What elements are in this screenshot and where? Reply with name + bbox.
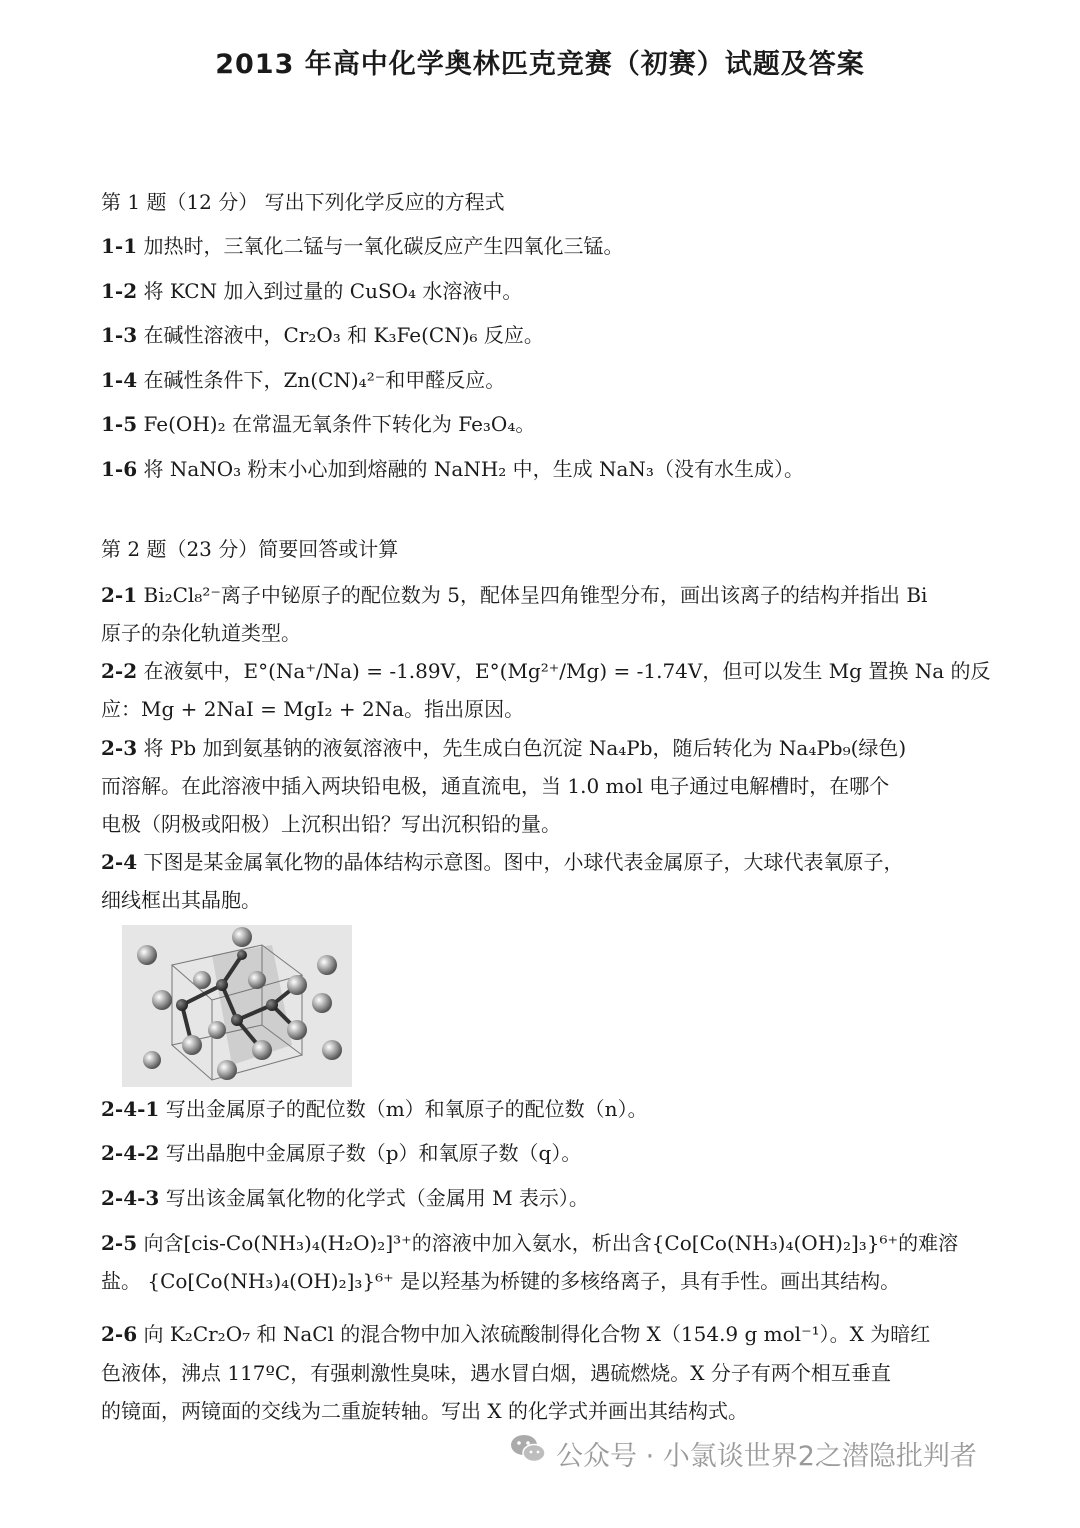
q2-header: 第 2 题（23 分）简要回答或计算 [101,537,399,561]
crystal-structure-figure [122,925,352,1087]
q2-4-sub: 2-4-3 写出该金属氧化物的化学式（金属用 M 表示）。 [101,1186,589,1210]
q2-line: 2-3 将 Pb 加到氨基钠的液氨溶液中，先生成白色沉淀 Na₄Pb，随后转化为 Na₄Pb₉(绿色) [101,736,907,760]
q2-line: 应：Mg + 2NaI = MgI₂ + 2Na。指出原因。 [101,697,525,721]
q2-4-sub: 2-4-1 写出金属原子的配位数（m）和氧原子的配位数（n）。 [101,1097,648,1121]
q2-tail-line: 2-6 向 K₂Cr₂O₇ 和 NaCl 的混合物中加入浓硫酸制得化合物 X（154.9 g mol⁻¹）。X 为暗红 [101,1322,931,1346]
q2-4-sub: 2-4-2 写出晶胞中金属原子数（p）和氧原子数（q）。 [101,1141,582,1165]
q1-item: 1-2 将 KCN 加入到过量的 CuSO₄ 水溶液中。 [101,279,523,303]
q1-item: 1-3 在碱性溶液中，Cr₂O₃ 和 K₃Fe(CN)₆ 反应。 [101,323,544,347]
q1-item: 1-5 Fe(OH)₂ 在常温无氧条件下转化为 Fe₃O₄。 [101,412,536,436]
q2-line: 2-4 下图是某金属氧化物的晶体结构示意图。图中，小球代表金属原子，大球代表氧原子， [101,850,904,874]
q1-item: 1-1 加热时，三氧化二锰与一氧化碳反应产生四氧化三锰。 [101,234,624,258]
q2-tail-line: 盐。 {Co[Co(NH₃)₄(OH)₂]₃}⁶⁺ 是以羟基为桥键的多核络离子，具有手性。画出其结构。 [101,1269,901,1293]
q2-tail-line: 色液体，沸点 117ºC，有强刺激性臭味，遇水冒白烟，遇硫燃烧。X 分子有两个相互垂直 [101,1361,891,1385]
q2-line: 原子的杂化轨道类型。 [101,621,301,645]
watermark-text: 公众号 · 小氯谈世界2之潜隐批判者 [556,1441,977,1472]
q2-line: 2-2 在液氨中，E°(Na⁺/Na) = -1.89V，E°(Mg²⁺/Mg) = -1.74V，但可以发生 Mg 置换 Na 的反 [101,659,991,683]
q2-line: 而溶解。在此溶液中插入两块铅电极，通直流电，当 1.0 mol 电子通过电解槽时，在哪个 [101,774,890,798]
q2-line: 2-1 Bi₂Cl₈²⁻离子中铋原子的配位数为 5，配体呈四角锥型分布，画出该离子的结构并指出 Bi [101,583,928,607]
q1-header: 第 1 题（12 分） 写出下列化学反应的方程式 [101,190,505,214]
q1-item: 1-6 将 NaNO₃ 粉末小心加到熔融的 NaNH₂ 中，生成 NaN₃（没有水生成）。 [101,457,804,481]
wechat-icon [508,1428,548,1468]
q2-tail-line: 的镜面，两镜面的交线为二重旋转轴。写出 X 的化学式并画出其结构式。 [101,1399,748,1423]
page-title: 2013 年高中化学奥林匹克竞赛（初赛）试题及答案 [215,49,865,80]
q2-line: 电极（阴极或阳极）上沉积出铅？写出沉积铅的量。 [101,812,561,836]
q2-tail-line: 2-5 向含[cis-Co(NH₃)₄(H₂O)₂]³⁺的溶液中加入氨水，析出含{Co[Co(NH₃)₄(OH)₂]₃}⁶⁺的难溶 [101,1231,959,1255]
q2-line: 细线框出其晶胞。 [101,888,261,912]
shaded-plane [212,945,292,1065]
q1-item: 1-4 在碱性条件下，Zn(CN)₄²⁻和甲醛反应。 [101,368,506,392]
